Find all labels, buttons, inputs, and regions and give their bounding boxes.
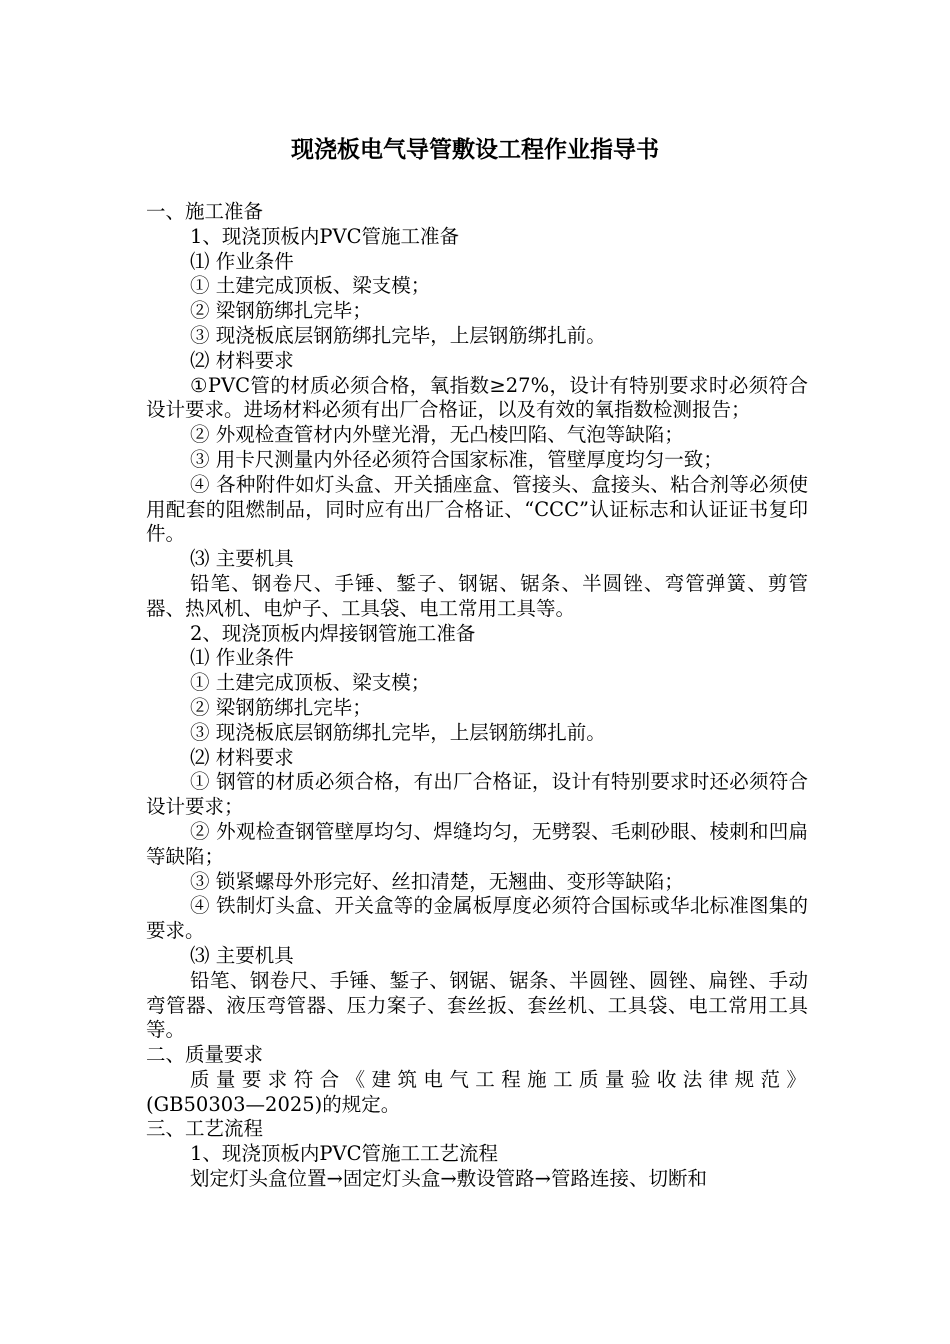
section-heading-quality: 二、质量要求: [146, 1043, 264, 1067]
item-heading-work-conditions: ⑴ 作业条件: [190, 646, 294, 670]
item-heading-work-conditions: ⑴ 作业条件: [190, 249, 294, 273]
list-item: ③ 锁紧螺母外形完好、丝扣清楚，无翘曲、变形等缺陷；: [190, 869, 684, 893]
document-body: [146, 200, 808, 1192]
list-item: ③ 用卡尺测量内外径必须符合国家标准，管壁厚度均匀一致；: [190, 447, 723, 471]
subsection-heading-pvc-process: 1、现浇顶板内PVC管施工工艺流程: [190, 1142, 499, 1166]
list-item: ③ 现浇板底层钢筋绑扎完毕，上层钢筋绑扎前。: [190, 323, 606, 347]
item-heading-material-requirements: ⑵ 材料要求: [190, 745, 294, 769]
item-heading-main-tools: ⑶ 主要机具: [190, 547, 294, 571]
list-item: ① 土建完成顶板、梁支模；: [190, 274, 431, 298]
quality-statement-continued: (GB50303—2025)的规定。: [146, 1092, 401, 1116]
quality-statement: 质量要求符合《建筑电气工程施工质量验收法律规范》: [190, 1067, 808, 1091]
list-item: ①PVC管的材质必须合格，氧指数≥27%，设计有特别要求时必须符合设计要求。进场材料必须有出厂合格证，以及有效的氧指数检测报告；: [146, 373, 808, 422]
list-item: 铅笔、钢卷尺、手锤、錾子、钢锯、锯条、半圆锉、圆锉、扁锉、手动弯管器、液压弯管器、压力案子、套丝扳、套丝机、工具袋、电工常用工具等。: [146, 968, 808, 1042]
document-title: 现浇板电气导管敷设工程作业指导书: [291, 137, 659, 163]
subsection-heading-steel-preparation: 2、现浇顶板内焊接钢管施工准备: [190, 621, 476, 645]
subsection-heading-pvc-preparation: 1、现浇顶板内PVC管施工准备: [190, 224, 460, 248]
list-item: ② 梁钢筋绑扎完毕；: [190, 299, 372, 323]
section-heading-preparation: 一、施工准备: [146, 200, 264, 223]
list-item: ④ 各种附件如灯头盒、开关插座盒、管接头、盒接头、粘合剂等必须使用配套的阻燃制品，同时应有出厂合格证、“CCC”认证标志和认证证书复印件。: [146, 472, 808, 546]
section-heading-process-flow: 三、工艺流程: [146, 1117, 264, 1141]
process-flow-text: 划定灯头盒位置→固定灯头盒→敷设管路→管路连接、切断和: [190, 1167, 708, 1191]
list-item: ② 外观检查管材内外壁光滑，无凸棱凹陷、气泡等缺陷；: [190, 423, 684, 447]
list-item: ③ 现浇板底层钢筋绑扎完毕，上层钢筋绑扎前。: [190, 720, 606, 744]
list-item: ① 土建完成顶板、梁支模；: [190, 671, 431, 695]
item-heading-main-tools: ⑶ 主要机具: [190, 943, 294, 967]
list-item: 铅笔、钢卷尺、手锤、錾子、钢锯、锯条、半圆锉、弯管弹簧、剪管器、热风机、电炉子、工具袋、电工常用工具等。: [146, 571, 808, 620]
list-item: ② 外观检查钢管壁厚均匀、焊缝均匀，无劈裂、毛刺砂眼、棱刺和凹扁等缺陷；: [146, 819, 808, 868]
list-item: ④ 铁制灯头盒、开关盒等的金属板厚度必须符合国标或华北标准图集的要求。: [146, 894, 808, 943]
item-heading-material-requirements: ⑵ 材料要求: [190, 348, 294, 372]
list-item: ② 梁钢筋绑扎完毕；: [190, 695, 372, 719]
list-item: ① 钢管的材质必须合格，有出厂合格证，设计有特别要求时还必须符合设计要求；: [146, 770, 808, 819]
